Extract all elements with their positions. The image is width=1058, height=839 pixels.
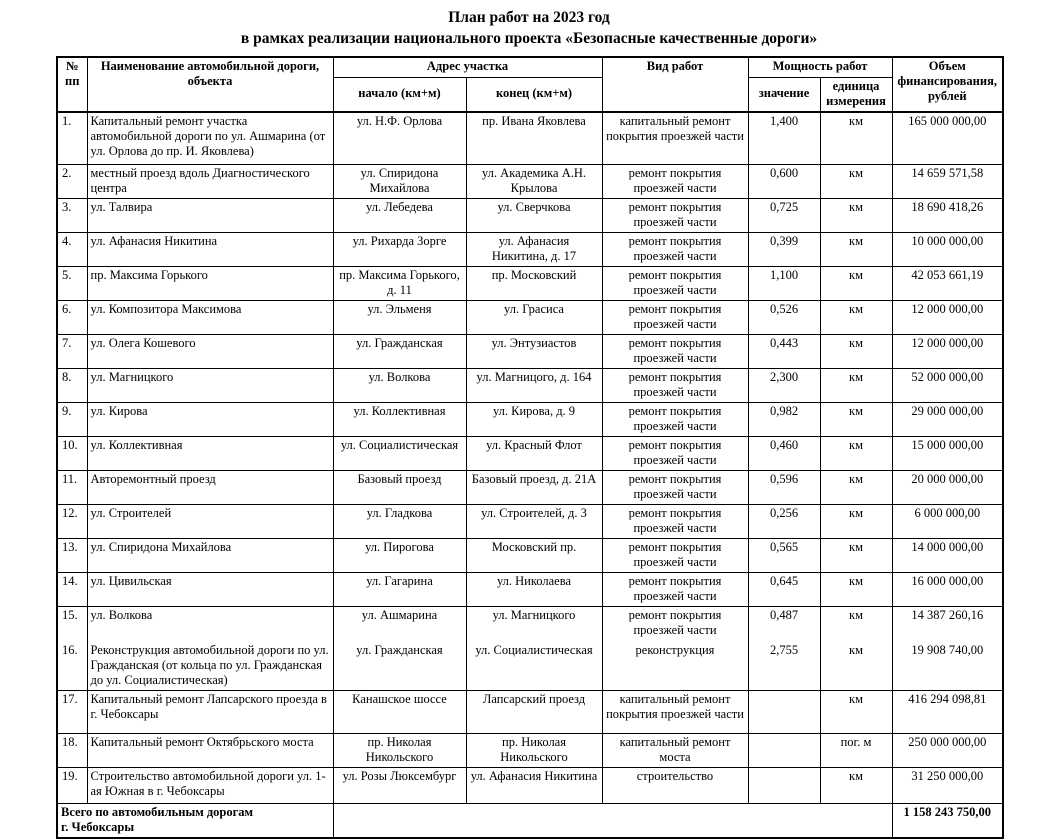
cell-funding: 14 387 260,16: [892, 607, 1003, 642]
cell-num: 10.: [57, 437, 87, 471]
cell-unit: км: [820, 233, 892, 267]
cell-num: 13.: [57, 539, 87, 573]
cell-unit: км: [820, 165, 892, 199]
cell-funding: 14 000 000,00: [892, 539, 1003, 573]
cell-end: пр. Николая Никольского: [466, 733, 602, 767]
cell-start: ул. Гладкова: [333, 505, 466, 539]
cell-funding: 12 000 000,00: [892, 301, 1003, 335]
cell-work: ремонт покрытия проезжей части: [602, 573, 748, 607]
cell-work: ремонт покрытия проезжей части: [602, 369, 748, 403]
cell-name: ул. Строителей: [87, 505, 333, 539]
cell-work: ремонт покрытия проезжей части: [602, 165, 748, 199]
cell-value: 0,399: [748, 233, 820, 267]
cell-start: пр. Николая Никольского: [333, 733, 466, 767]
cell-start: ул. Спиридона Михайлова: [333, 165, 466, 199]
header-unit: единица измерения: [820, 77, 892, 112]
cell-funding: 42 053 661,19: [892, 267, 1003, 301]
cell-unit: км: [820, 539, 892, 573]
cell-funding: 14 659 571,58: [892, 165, 1003, 199]
cell-work: ремонт покрытия проезжей части: [602, 301, 748, 335]
cell-work: капитальный ремонт моста: [602, 733, 748, 767]
cell-work: ремонт покрытия проезжей части: [602, 437, 748, 471]
cell-end: ул. Афанасия Никитина, д. 17: [466, 233, 602, 267]
total-row: [57, 803, 1003, 838]
table-header: [57, 57, 1003, 112]
cell-work: ремонт покрытия проезжей части: [602, 539, 748, 573]
cell-value: 1,100: [748, 267, 820, 301]
cell-num: 2.: [57, 165, 87, 199]
cell-unit: км: [820, 335, 892, 369]
header-address-start: начало (км+м): [333, 77, 466, 112]
cell-work: строительство: [602, 767, 748, 803]
cell-end: ул. Грасиса: [466, 301, 602, 335]
table-row: [57, 471, 1003, 505]
cell-num: 11.: [57, 471, 87, 505]
cell-funding: 15 000 000,00: [892, 437, 1003, 471]
cell-name: ул. Афанасия Никитина: [87, 233, 333, 267]
table-footer: [57, 803, 1003, 838]
cell-start: ул. Гражданская: [333, 335, 466, 369]
cell-value: 0,645: [748, 573, 820, 607]
cell-start: ул. Рихарда Зорге: [333, 233, 466, 267]
cell-name: ул. Магницкого: [87, 369, 333, 403]
cell-num: 1.: [57, 112, 87, 165]
cell-funding: 6 000 000,00: [892, 505, 1003, 539]
cell-end: ул. Магницкого: [466, 607, 602, 642]
cell-unit: км: [820, 767, 892, 803]
cell-value: 0,600: [748, 165, 820, 199]
cell-num: 5.: [57, 267, 87, 301]
cell-num: 9.: [57, 403, 87, 437]
table-row: [57, 767, 1003, 803]
header-address: Адрес участка: [333, 57, 602, 77]
cell-value: [748, 690, 820, 733]
cell-funding: 31 250 000,00: [892, 767, 1003, 803]
cell-end: ул. Кирова, д. 9: [466, 403, 602, 437]
header-funding: Объем финансирования, рублей: [892, 57, 1003, 112]
cell-start: ул. Коллективная: [333, 403, 466, 437]
cell-name: местный проезд вдоль Диагностического центра: [87, 165, 333, 199]
cell-funding: 29 000 000,00: [892, 403, 1003, 437]
cell-name: ул. Коллективная: [87, 437, 333, 471]
cell-end: ул. Строителей, д. 3: [466, 505, 602, 539]
cell-work: ремонт покрытия проезжей части: [602, 267, 748, 301]
header-work-type: Вид работ: [602, 57, 748, 112]
cell-work: капитальный ремонт покрытия проезжей части: [602, 690, 748, 733]
cell-unit: км: [820, 573, 892, 607]
page-subtitle: в рамках реализации национального проекта «Безопасные качественные дороги»: [240, 30, 818, 47]
cell-name: ул. Олега Кошевого: [87, 335, 333, 369]
cell-funding: 20 000 000,00: [892, 471, 1003, 505]
cell-value: [748, 733, 820, 767]
cell-value: 0,256: [748, 505, 820, 539]
cell-unit: км: [820, 437, 892, 471]
cell-funding: 165 000 000,00: [892, 112, 1003, 165]
cell-name: пр. Максима Горького: [87, 267, 333, 301]
cell-funding: 16 000 000,00: [892, 573, 1003, 607]
cell-unit: км: [820, 199, 892, 233]
header-name: Наименование автомобильной дороги, объекта: [87, 57, 333, 112]
cell-end: ул. Магницого, д. 164: [466, 369, 602, 403]
cell-unit: км: [820, 471, 892, 505]
cell-unit: км: [820, 403, 892, 437]
cell-num: 18.: [57, 733, 87, 767]
cell-work: ремонт покрытия проезжей части: [602, 607, 748, 642]
table-row: [57, 642, 1003, 691]
cell-start: ул. Ашмарина: [333, 607, 466, 642]
header-capacity: Мощность работ: [748, 57, 892, 77]
cell-start: ул. Волкова: [333, 369, 466, 403]
total-spacer: [333, 803, 892, 838]
cell-end: Московский пр.: [466, 539, 602, 573]
cell-work: ремонт покрытия проезжей части: [602, 505, 748, 539]
header-num: № пп: [57, 57, 87, 112]
table-row: [57, 573, 1003, 607]
cell-end: ул. Красный Флот: [466, 437, 602, 471]
cell-value: 1,400: [748, 112, 820, 165]
cell-start: пр. Максима Горького, д. 11: [333, 267, 466, 301]
cell-unit: км: [820, 267, 892, 301]
table-row: [57, 199, 1003, 233]
cell-unit: км: [820, 642, 892, 691]
table-row: [57, 165, 1003, 199]
cell-work: реконструкция: [602, 642, 748, 691]
cell-name: ул. Композитора Максимова: [87, 301, 333, 335]
cell-work: ремонт покрытия проезжей части: [602, 199, 748, 233]
header-value: значение: [748, 77, 820, 112]
cell-unit: км: [820, 505, 892, 539]
cell-name: Авторемонтный проезд: [87, 471, 333, 505]
cell-start: ул. Социалистическая: [333, 437, 466, 471]
cell-work: ремонт покрытия проезжей части: [602, 335, 748, 369]
cell-name: Реконструкция автомобильной дороги по ул. Гражданская (от кольца по ул. Гражданская до ул. Социалистическая): [87, 642, 333, 691]
cell-name: Капитальный ремонт Октябрьского моста: [87, 733, 333, 767]
cell-end: пр. Московский: [466, 267, 602, 301]
work-plan-table: [56, 56, 1004, 839]
cell-start: ул. Гражданская: [333, 642, 466, 691]
cell-start: ул. Розы Люксембург: [333, 767, 466, 803]
cell-name: ул. Кирова: [87, 403, 333, 437]
table-row: [57, 403, 1003, 437]
total-funding: 1 158 243 750,00: [892, 803, 1003, 838]
cell-work: ремонт покрытия проезжей части: [602, 471, 748, 505]
cell-num: 4.: [57, 233, 87, 267]
cell-funding: 416 294 098,81: [892, 690, 1003, 733]
total-label: Всего по автомобильным дорогам г. Чебоксары: [57, 803, 333, 838]
cell-start: ул. Эльменя: [333, 301, 466, 335]
cell-unit: км: [820, 690, 892, 733]
cell-start: ул. Пирогова: [333, 539, 466, 573]
cell-end: ул. Социалистическая: [466, 642, 602, 691]
table-row: [57, 437, 1003, 471]
cell-unit: км: [820, 369, 892, 403]
cell-num: 12.: [57, 505, 87, 539]
cell-value: 0,443: [748, 335, 820, 369]
cell-name: Капитальный ремонт участка автомобильной дороги по ул. Ашмарина (от ул. Орлова до пр. И. Яковлева): [87, 112, 333, 165]
cell-value: 0,487: [748, 607, 820, 642]
cell-end: ул. Сверчкова: [466, 199, 602, 233]
cell-value: [748, 767, 820, 803]
cell-unit: км: [820, 301, 892, 335]
cell-value: 0,460: [748, 437, 820, 471]
table-row: [57, 335, 1003, 369]
cell-end: Базовый проезд, д. 21А: [466, 471, 602, 505]
cell-work: капитальный ремонт покрытия проезжей части: [602, 112, 748, 165]
cell-value: 0,596: [748, 471, 820, 505]
table-body: [57, 112, 1003, 804]
cell-start: ул. Гагарина: [333, 573, 466, 607]
cell-unit: км: [820, 607, 892, 642]
table-row: [57, 733, 1003, 767]
table-row: [57, 505, 1003, 539]
cell-num: 16.: [57, 642, 87, 691]
cell-unit: км: [820, 112, 892, 165]
cell-funding: 19 908 740,00: [892, 642, 1003, 691]
table-row: [57, 690, 1003, 733]
cell-work: ремонт покрытия проезжей части: [602, 403, 748, 437]
cell-value: 2,300: [748, 369, 820, 403]
cell-num: 19.: [57, 767, 87, 803]
cell-start: Базовый проезд: [333, 471, 466, 505]
cell-funding: 52 000 000,00: [892, 369, 1003, 403]
cell-start: Канашское шоссе: [333, 690, 466, 733]
cell-name: ул. Талвира: [87, 199, 333, 233]
cell-value: 0,526: [748, 301, 820, 335]
cell-num: 8.: [57, 369, 87, 403]
table-row: [57, 369, 1003, 403]
cell-end: ул. Академика А.Н. Крылова: [466, 165, 602, 199]
cell-num: 7.: [57, 335, 87, 369]
cell-num: 14.: [57, 573, 87, 607]
cell-value: 0,565: [748, 539, 820, 573]
cell-end: ул. Николаева: [466, 573, 602, 607]
header-address-end: конец (км+м): [466, 77, 602, 112]
cell-name: ул. Цивильская: [87, 573, 333, 607]
cell-num: 17.: [57, 690, 87, 733]
cell-name: Капитальный ремонт Лапсарского проезда в г. Чебоксары: [87, 690, 333, 733]
table-row: [57, 607, 1003, 642]
cell-name: ул. Спиридона Михайлова: [87, 539, 333, 573]
cell-value: 0,725: [748, 199, 820, 233]
cell-funding: 10 000 000,00: [892, 233, 1003, 267]
table-row: [57, 301, 1003, 335]
cell-name: Строительство автомобильной дороги ул. 1-ая Южная в г. Чебоксары: [87, 767, 333, 803]
cell-value: 0,982: [748, 403, 820, 437]
cell-num: 6.: [57, 301, 87, 335]
table-row: [57, 233, 1003, 267]
cell-end: пр. Ивана Яковлева: [466, 112, 602, 165]
cell-name: ул. Волкова: [87, 607, 333, 642]
table-row: [57, 267, 1003, 301]
cell-end: ул. Афанасия Никитина: [466, 767, 602, 803]
cell-funding: 250 000 000,00: [892, 733, 1003, 767]
cell-funding: 12 000 000,00: [892, 335, 1003, 369]
cell-work: ремонт покрытия проезжей части: [602, 233, 748, 267]
cell-num: 3.: [57, 199, 87, 233]
cell-num: 15.: [57, 607, 87, 642]
cell-end: ул. Энтузиастов: [466, 335, 602, 369]
cell-start: ул. Н.Ф. Орлова: [333, 112, 466, 165]
page-title: План работ на 2023 год: [448, 9, 610, 26]
cell-start: ул. Лебедева: [333, 199, 466, 233]
document-header: [0, 0, 1058, 49]
table-row: [57, 112, 1003, 165]
cell-funding: 18 690 418,26: [892, 199, 1003, 233]
cell-end: Лапсарский проезд: [466, 690, 602, 733]
cell-unit: пог. м: [820, 733, 892, 767]
table-row: [57, 539, 1003, 573]
cell-value: 2,755: [748, 642, 820, 691]
